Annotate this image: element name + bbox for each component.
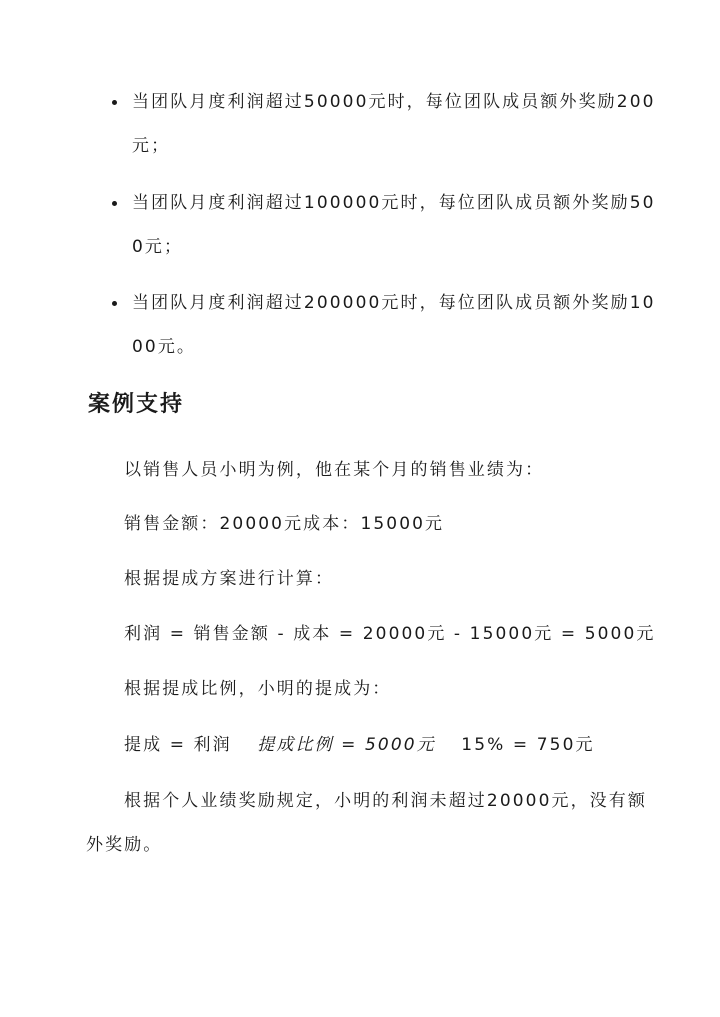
commission-formula [124, 733, 595, 757]
bullet-dot [112, 201, 117, 206]
case-intro: 以销售人员小明为例，他在某个月的销售业绩为： [124, 460, 545, 480]
bullet-dot [112, 301, 117, 306]
commission-part-a: 提成 = 利润 [124, 735, 240, 755]
bullet-3-line-1: 当团队月度利润超过200000元时，每位团队成员额外奖励10 [132, 293, 656, 313]
commission-part-c: 15% = 750元 [461, 735, 595, 755]
conclusion-line-1: 根据个人业绩奖励规定，小明的利润未超过20000元，没有额 [124, 791, 647, 811]
section-title: 案例支持 [88, 392, 185, 417]
profit-formula: 利润 = 销售金额 - 成本 = 20000元 - 15000元 = 5000元 [124, 624, 656, 644]
calc-intro: 根据提成方案进行计算： [124, 569, 335, 589]
bullet-1-line-1: 当团队月度利润超过50000元时，每位团队成员额外奖励200 [132, 92, 656, 112]
commission-part-b: 提成比例 = 5000元 [257, 735, 436, 755]
bullet-2-line-2: 0元； [132, 237, 184, 257]
ratio-intro: 根据提成比例，小明的提成为： [124, 679, 392, 699]
conclusion-line-2: 外奖励。 [86, 835, 163, 855]
bullet-dot [112, 100, 117, 105]
bullet-2-line-1: 当团队月度利润超过100000元时，每位团队成员额外奖励50 [132, 193, 656, 213]
bullet-1-line-2: 元； [132, 136, 171, 156]
case-sales: 销售金额：20000元成本：15000元 [124, 514, 445, 534]
bullet-3-line-2: 00元。 [132, 337, 197, 357]
